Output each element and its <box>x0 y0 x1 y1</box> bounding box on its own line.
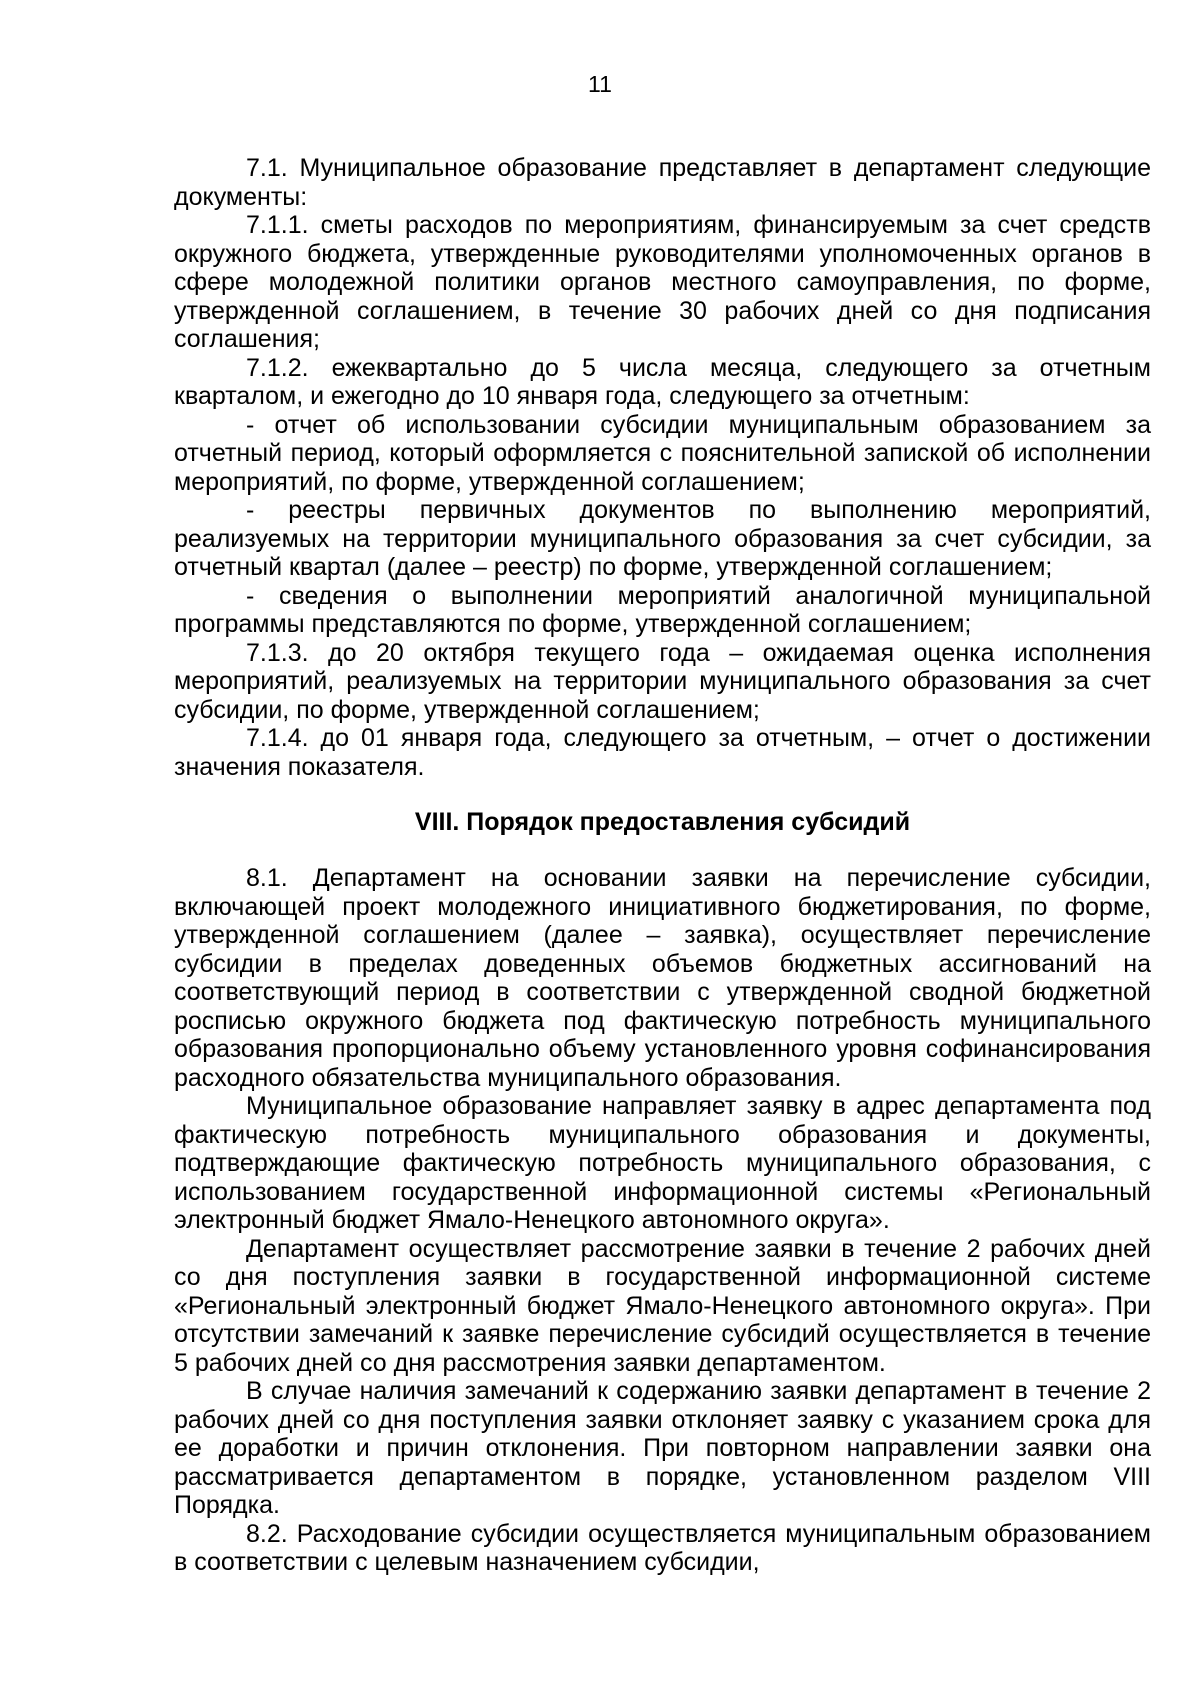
list-item-report: - отчет об использовании субсидии муниципальным образованием за отчетный период, который оформляется с пояснительной запиской об исполнении мероприятий, по форме, утвержденной соглашением; <box>174 410 1151 496</box>
paragraph-7-1-2: 7.1.2. ежеквартально до 5 числа месяца, следующего за отчетным кварталом, и ежегодно до 10 января года, следующего за отчетным: <box>174 353 1151 410</box>
paragraph-8-2: 8.2. Расходование субсидии осуществляется муниципальным образованием в соответствии с целевым назначением субсидии, <box>174 1519 1151 1576</box>
paragraph-review: Департамент осуществляет рассмотрение заявки в течение 2 рабочих дней со дня поступления заявки в государственной информационной системе «Региональный электронный бюджет Ямало-Ненецкого автономного округа». При отсутствии замечаний к заявке перечисление субсидий осуществляется в течение 5 рабочих дней со дня рассмотрения заявки департаментом. <box>174 1234 1151 1377</box>
paragraph-7-1-1: 7.1.1. сметы расходов по мероприятиям, финансируемым за счет средств окружного бюджета, утвержденные руководителями уполномоченных органов в сфере молодежной политики органов местного самоуправления, по форме, утвержденной соглашением, в течение 30 рабочих дней со дня подписания соглашения; <box>174 211 1151 353</box>
list-item-information: - сведения о выполнении мероприятий аналогичной муниципальной программы представляются по форме, утвержденной соглашением; <box>174 581 1151 638</box>
paragraph-application: Муниципальное образование направляет заявку в адрес департамента под фактическую потребность муниципального образования и документы, подтверждающие фактическую потребность муниципального образования, с использованием государственной информационной системы «Региональный электронный бюджет Ямало-Ненецкого автономного округа». <box>174 1092 1151 1234</box>
paragraph-remarks: В случае наличия замечаний к содержанию заявки департамент в течение 2 рабочих дней со дня поступления заявки отклоняет заявку с указанием срока для ее доработки и причин отклонения. При повторном направлении заявки она рассматривается департаментом в порядке, установленном разделом VIII Порядка. <box>174 1377 1151 1519</box>
page-number: 11 <box>588 71 612 97</box>
document-body <box>174 154 1151 1577</box>
paragraph-7-1-4: 7.1.4. до 01 января года, следующего за отчетным, – отчет о достижении значения показателя. <box>174 724 1151 781</box>
section-heading: VIII. Порядок предоставления субсидий <box>414 808 911 836</box>
paragraph-7-1-3: 7.1.3. до 20 октября текущего года – ожидаемая оценка исполнения мероприятий, реализуемых на территории муниципального образования за счет субсидии, по форме, утвержденной соглашением; <box>174 638 1151 724</box>
paragraph-7-1: 7.1. Муниципальное образование представляет в департамент следующие документы: <box>174 154 1151 211</box>
paragraph-8-1: 8.1. Департамент на основании заявки на перечисление субсидии, включающей проект молодежного инициативного бюджетирования, по форме, утвержденной соглашением (далее – заявка), осуществляет перечисление субсидии в пределах доведенных объемов бюджетных ассигнований на соответствующий период в соответствии с утвержденной сводной бюджетной росписью окружного бюджета под фактическую потребность муниципального образования пропорционально объему установленного уровня софинансирования расходного обязательства муниципального образования. <box>174 864 1151 1092</box>
list-item-registers: - реестры первичных документов по выполнению мероприятий, реализуемых на территории муниципального образования за счет субсидии, за отчетный квартал (далее – реестр) по форме, утвержденной соглашением; <box>174 496 1151 581</box>
